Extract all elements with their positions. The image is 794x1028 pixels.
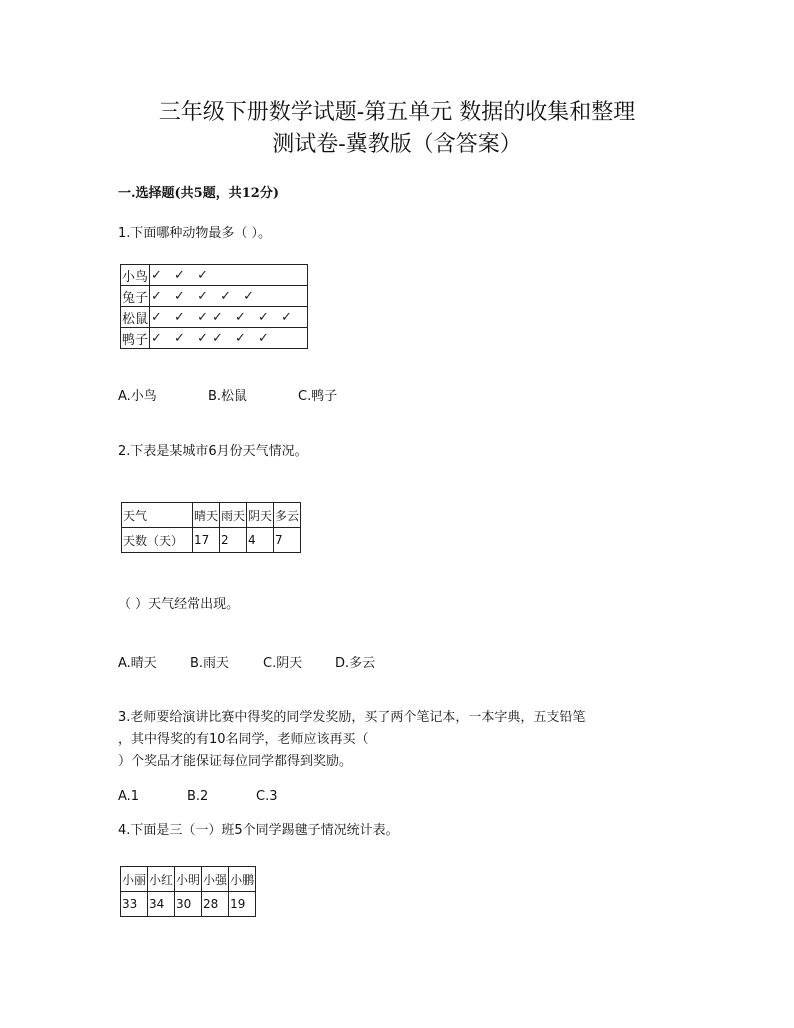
tally-label: 松鼠 [121,307,150,328]
question-3-line3: ）个奖品才能保证每位同学都得到奖励。 [118,754,353,769]
table-header-cell: 小红 [148,867,175,892]
table-header-cell: 小强 [202,867,229,892]
tally-label: 小鸟 [121,265,150,286]
weather-table [121,502,301,553]
option-c[interactable]: C.鸭子 [298,389,338,404]
doc-title-line1: 三年级下册数学试题-第五单元 数据的收集和整理 [158,100,636,125]
option-a[interactable]: A.晴天 [118,656,157,671]
question-2-text: 2.下表是某城市6月份天气情况。 [118,444,308,459]
tally-table [120,264,308,349]
option-b[interactable]: B.雨天 [190,656,230,671]
table-header-cell: 小鹏 [229,867,256,892]
kick-table [120,866,256,917]
option-a[interactable]: A.小鸟 [118,389,157,404]
question-1-text: 1.下面哪种动物最多（ ）。 [118,226,272,241]
table-cell: 30 [175,892,202,917]
option-b[interactable]: B.松鼠 [208,389,248,404]
question-2-blank: （ ）天气经常出现。 [118,597,240,612]
question-3-line2: ，其中得奖的有10名同学，老师应该再买（ [118,732,369,747]
table-cell: 7 [274,528,301,553]
option-a[interactable]: A.1 [118,789,140,804]
table-header-cell: 阴天 [247,503,274,528]
table-cell: 17 [193,528,220,553]
doc-title-line2: 测试卷-冀教版（含答案） [272,132,522,157]
section-heading: 一.选择题(共5题，共12分) [118,186,279,201]
tally-label: 兔子 [121,286,150,307]
question-3-options [118,789,277,804]
table-row [122,503,301,528]
tally-marks: ✓ ✓ ✓ ✓ ✓ [150,286,308,307]
question-3-line1: 3.老师要给演讲比赛中得奖的同学发奖励，买了两个笔记本，一本字典，五支铅笔 [118,710,586,725]
table-header-cell: 多云 [274,503,301,528]
table-header-cell: 天气 [122,503,193,528]
table-header-cell: 晴天 [193,503,220,528]
question-1-options [118,385,337,404]
table-row [121,307,308,328]
question-2-options [118,652,375,671]
option-c[interactable]: C.3 [256,789,278,804]
table-cell: 天数（天） [122,528,193,553]
table-header-cell: 小丽 [121,867,148,892]
table-cell: 19 [229,892,256,917]
table-row [121,867,256,892]
table-row [121,328,308,349]
table-header-cell: 雨天 [220,503,247,528]
table-row [122,528,301,553]
table-row [121,265,308,286]
table-header-cell: 小明 [175,867,202,892]
table-cell: 34 [148,892,175,917]
option-c[interactable]: C.阴天 [263,656,303,671]
tally-marks: ✓ ✓ ✓ [150,265,308,286]
tally-label: 鸭子 [121,328,150,349]
table-cell: 4 [247,528,274,553]
table-row [121,892,256,917]
tally-marks: ✓ ✓ ✓✓ ✓ ✓ [150,328,308,349]
question-4-text: 4.下面是三（一）班5个同学踢毽子情况统计表。 [118,823,399,838]
option-d[interactable]: D.多云 [335,656,376,671]
table-cell: 2 [220,528,247,553]
table-row [121,286,308,307]
table-cell: 33 [121,892,148,917]
tally-marks: ✓ ✓ ✓✓ ✓ ✓ ✓ [150,307,308,328]
table-cell: 28 [202,892,229,917]
option-b[interactable]: B.2 [187,789,209,804]
